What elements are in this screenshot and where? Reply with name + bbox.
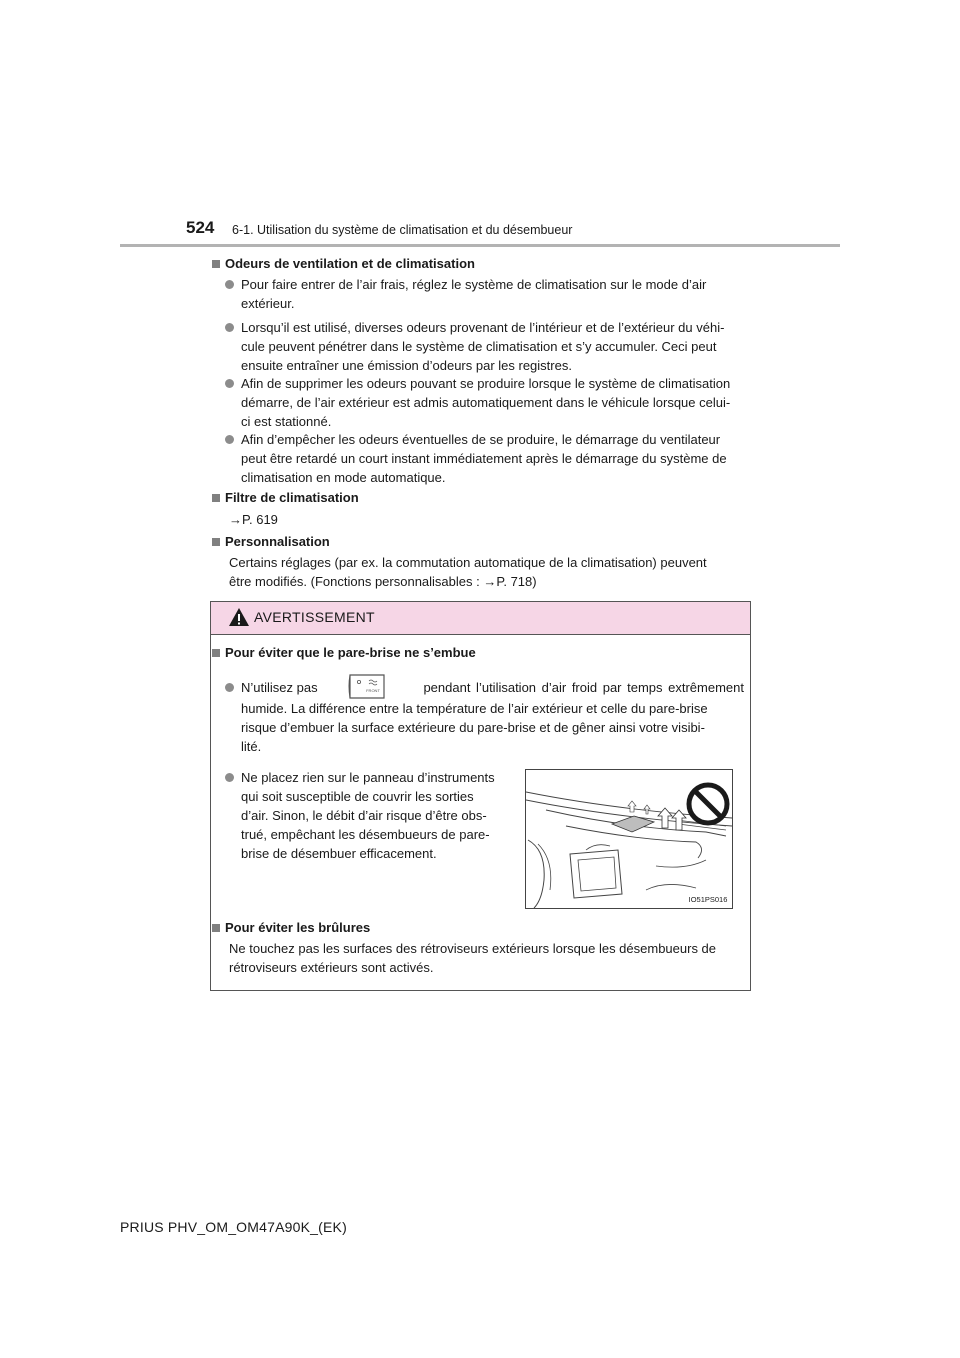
list-item: Afin de supprimer les odeurs pouvant se produire lorsque le système de climatisation démarre, de l’air extérieur est admis automatiquement dans le véhicule lorsque celui- ci est stationné. [225, 374, 744, 431]
section-heading-personnalisation: Personnalisation [212, 534, 330, 549]
list-item: N’utilisez pas [225, 678, 744, 697]
document-code: PRIUS PHV_OM_OM47A90K_(EK) [120, 1219, 347, 1235]
round-bullet-icon [225, 379, 234, 388]
list-item: Ne placez rien sur le panneau d’instruments qui soit susceptible de couvrir les sorties d’air. Sinon, le débit d’air risque d’être obs- trué, empêchant les désembueurs de pare- brise de désembuer efficacement. [225, 768, 515, 863]
page-reference-link[interactable]: →P. 619 [229, 512, 278, 527]
page-number: 524 [186, 218, 215, 237]
warning-heading-pare-brise: Pour éviter que le pare-brise ne s’embue [212, 645, 476, 660]
warning-title: AVERTISSEMENT [254, 609, 375, 625]
list-item: Pour faire entrer de l’air frais, réglez le système de climatisation sur le mode d’air extérieur. [225, 275, 744, 313]
section-heading-filtre: Filtre de climatisation [212, 490, 359, 505]
round-bullet-icon [225, 683, 234, 692]
figure-code: IO51PS016 [688, 895, 728, 904]
round-bullet-icon [225, 773, 234, 782]
square-bullet-icon [212, 494, 220, 502]
chapter-title: 6-1. Utilisation du système de climatisation et du désembueur [232, 223, 573, 237]
round-bullet-icon [225, 323, 234, 332]
warning-bullet-continuation: humide. La différence entre la température de l’air extérieur et celle du pare-brise risque d’embuer la surface extérieure du pare-brise et de gêner ainsi votre visibi- lité. [241, 701, 708, 754]
list-item: Afin d’empêcher les odeurs éventuelles de se produire, le démarrage du ventilateur peut être retardé un court instant immédiatement après le démarrage du système de climatisation en mode automatique. [225, 430, 744, 487]
warning-heading-brulures: Pour éviter les brûlures [212, 920, 370, 935]
header-rule [120, 244, 840, 247]
round-bullet-icon [225, 280, 234, 289]
square-bullet-icon [212, 924, 220, 932]
svg-text:FRONT: FRONT [366, 688, 380, 693]
list-item: Lorsqu’il est utilisé, diverses odeurs provenant de l’intérieur et de l’extérieur du véhi- cule peuvent pénétrer dans le système de climatisation et s’y accumuler. Ceci peut ensuite entraîner une émission d’odeurs par les registres. [225, 318, 744, 375]
warning-bullet-text-after-button: pendant l’utilisation d’air froid par temps extrêmement [423, 680, 744, 695]
round-bullet-icon [225, 435, 234, 444]
personnalisation-text: Certains réglages (par ex. la commutation automatique de la climatisation) peuvent être modifiés. (Fonctions personnalisables : →P. 718) [229, 555, 707, 589]
front-defroster-button-icon [347, 672, 387, 700]
warning-triangle-icon [228, 607, 250, 627]
brulures-text: Ne touchez pas les surfaces des rétroviseurs extérieurs lorsque les désembueurs de rétroviseurs extérieurs sont activés. [229, 941, 717, 975]
warning-header [211, 602, 750, 635]
square-bullet-icon [212, 260, 220, 268]
square-bullet-icon [212, 538, 220, 546]
square-bullet-icon [212, 649, 220, 657]
section-heading-odeurs: Odeurs de ventilation et de climatisation [212, 256, 475, 271]
dashboard-illustration [525, 769, 733, 909]
